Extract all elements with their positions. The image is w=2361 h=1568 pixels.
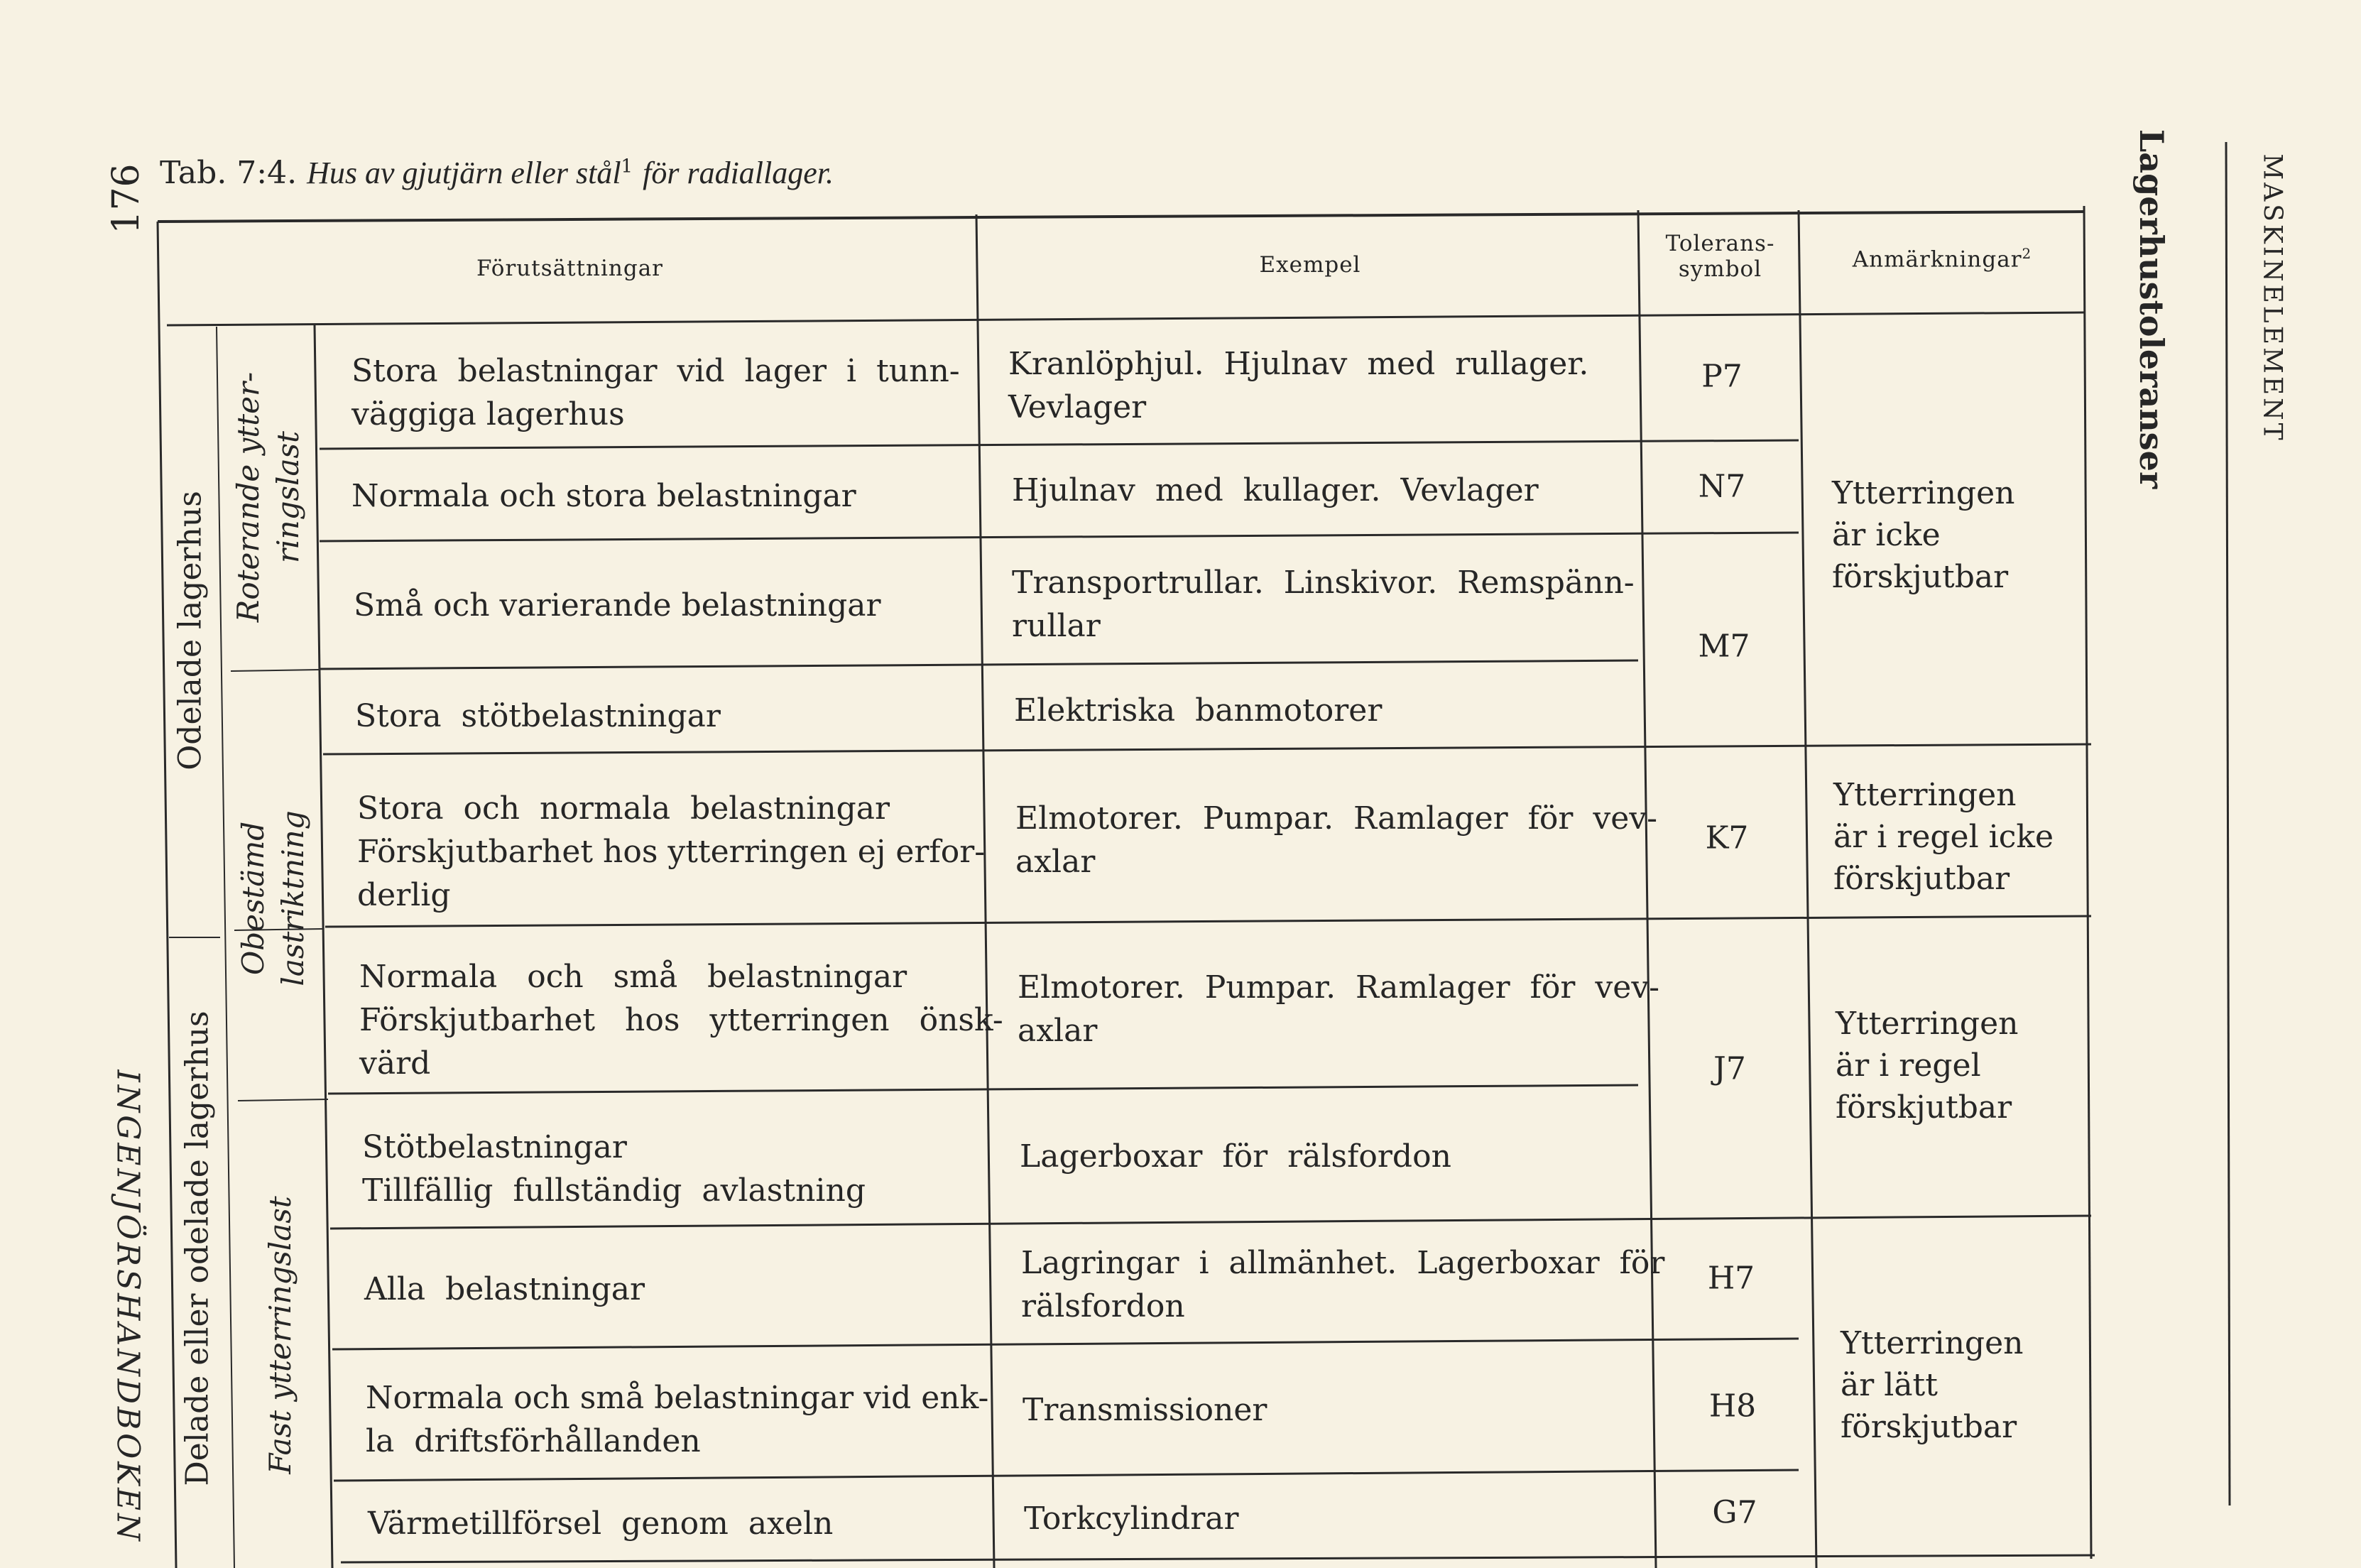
remark-2: Ytterringen är i regel förskjutbar xyxy=(1836,1006,2019,1126)
header-remarks-footnote: 2 xyxy=(2022,245,2032,262)
row-8-example: Transmissioner xyxy=(1023,1392,1267,1428)
row-0-condition: Stora belastningar vid lager i tunn- väggiga lagerhus xyxy=(351,353,960,432)
section-title: Lagerhustoleranser xyxy=(2132,129,2171,489)
running-header-left: INGENJÖRSHANDBOKEN xyxy=(109,1069,146,1544)
row-6-condition: Stötbelastningar Tillfällig fullständig avlastning xyxy=(362,1129,866,1209)
row-4-condition: Stora och normala belastningar Förskjutbarhet hos ytterringen ej erfor- derlig xyxy=(357,790,986,913)
symbol-k7: K7 xyxy=(1705,820,1749,856)
symbol-m7: M7 xyxy=(1698,628,1750,665)
group-housing-undivided: Odelade lagerhus xyxy=(172,491,209,771)
row-5-condition: Normala och små belastningar Förskjutbarhet hos ytterringen önsk- värd xyxy=(359,959,1003,1082)
row-5-example: Elmotorer. Pumpar. Ramlager för vev- axlar xyxy=(1018,969,1660,1049)
caption-footnote: 1 xyxy=(621,156,633,178)
caption-text-2: för radiallager. xyxy=(643,156,834,190)
caption-text: Hus av gjutjärn eller stål xyxy=(307,156,621,190)
header-remarks-label: Anmärkningar xyxy=(1852,246,2022,273)
group-fixed-outer-load: Fast ytterringslast xyxy=(263,1196,298,1474)
page-number: 176 xyxy=(105,163,148,234)
symbol-h8: H8 xyxy=(1708,1388,1757,1425)
row-8-condition: Normala och små belastningar vid enk- la driftsförhållanden xyxy=(366,1380,989,1459)
remark-0: Ytterringen är icke förskjutbar xyxy=(1832,475,2015,595)
row-3-condition: Stora stötbelastningar xyxy=(355,698,721,734)
row-3-example: Elektriska banmotorer xyxy=(1014,692,1383,729)
row-9-condition: Värmetillförsel genom axeln xyxy=(368,1506,834,1542)
table-caption xyxy=(160,155,834,191)
row-7-example: Lagringar i allmänhet. Lagerboxar för rälsfordon xyxy=(1021,1245,1665,1324)
header-examples: Exempel xyxy=(1259,252,1361,278)
row-2-condition: Små och varierande belastningar xyxy=(354,587,881,624)
row-7-condition: Alla belastningar xyxy=(364,1271,645,1307)
symbol-h7: H7 xyxy=(1707,1260,1755,1297)
group-undetermined-direction: Obestämd lastriktning xyxy=(236,810,310,986)
row-0-example: Kranlöphjul. Hjulnav med rullager. Vevlager xyxy=(1008,346,1589,425)
group-housing-divided: Delade eller odelade lagerhus xyxy=(179,1011,216,1486)
symbol-g7: G7 xyxy=(1712,1494,1757,1531)
symbol-n7: N7 xyxy=(1698,468,1746,505)
symbol-p7: P7 xyxy=(1701,358,1743,395)
header-tolerance: Tolerans- symbol xyxy=(1665,231,1775,282)
group-rotating-outer-load: Roterande ytter- ringslast xyxy=(231,371,305,623)
caption-prefix: Tab. 7:4. xyxy=(160,155,298,191)
row-9-example: Torkcylindrar xyxy=(1024,1501,1239,1537)
header-remarks xyxy=(1800,245,2084,272)
remark-3: Ytterringen är lätt förskjutbar xyxy=(1841,1325,2024,1445)
row-2-example: Transportrullar. Linskivor. Remspänn- rullar xyxy=(1012,565,1635,644)
running-header-right: MASKINELEMENT xyxy=(2257,153,2287,443)
row-6-example: Lagerboxar för rälsfordon xyxy=(1020,1138,1451,1175)
remark-1: Ytterringen är i regel icke förskjutbar xyxy=(1833,777,2054,897)
symbol-j7: J7 xyxy=(1713,1050,1746,1087)
header-conditions: Förutsättningar xyxy=(476,256,663,281)
row-4-example: Elmotorer. Pumpar. Ramlager för vev- axlar xyxy=(1015,800,1658,880)
row-1-condition: Normala och stora belastningar xyxy=(351,478,856,514)
row-1-example: Hjulnav med kullager. Vevlager xyxy=(1012,472,1539,508)
